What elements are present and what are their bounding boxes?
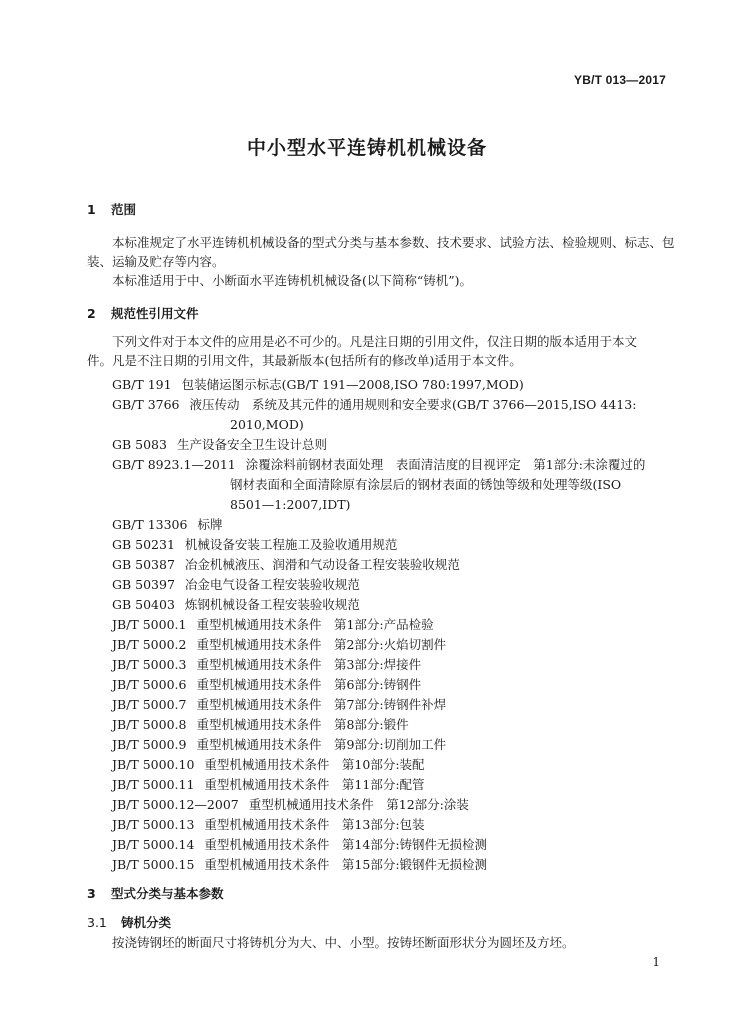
reference-title: 包装储运图示标志(GB/T 191—2008,ISO 780:1997,MOD) — [181, 377, 524, 392]
reference-code: JB/T 5000.10 — [112, 757, 195, 772]
section-2-heading — [87, 304, 199, 322]
reference-title: 重型机械通用技术条件 第8部分:锻件 — [196, 717, 409, 732]
reference-title: 液压传动 系统及其元件的通用规则和安全要求(GB/T 3766—2015,ISO 4413: — [189, 397, 637, 412]
paragraph-line: 本标准规定了水平连铸机机械设备的型式分类与基本参数、技术要求、试验方法、检验规则、标志、包 — [112, 235, 675, 250]
section-number: 1 — [87, 202, 96, 217]
reference-item — [112, 715, 672, 735]
section-3-heading — [87, 884, 224, 902]
reference-title-continuation: 钢材表面和全面清除原有涂层后的钢材表面的锈蚀等级和处理等级(ISO — [230, 477, 622, 492]
document-title: 中小型水平连铸机机械设备 — [246, 137, 487, 159]
section-1-paragraph-2 — [87, 271, 663, 290]
section-number: 3 — [87, 886, 96, 901]
reference-title: 重型机械通用技术条件 第10部分:装配 — [204, 757, 425, 772]
reference-code: GB/T 3766 — [112, 397, 180, 412]
reference-code: GB/T 191 — [112, 377, 172, 392]
paragraph-line: 装、运输及贮存等内容。 — [87, 254, 225, 269]
subsection-3-1-paragraph-1 — [87, 933, 663, 952]
reference-title: 重型机械通用技术条件 第2部分:火焰切割件 — [196, 637, 447, 652]
reference-code: JB/T 5000.14 — [112, 837, 195, 852]
reference-code: GB/T 8923.1—2011 — [112, 457, 236, 472]
reference-item — [112, 615, 672, 635]
reference-title: 标牌 — [197, 517, 223, 532]
reference-title: 重型机械通用技术条件 第9部分:切削加工件 — [196, 737, 447, 752]
subsection-3-1-heading — [87, 913, 171, 931]
reference-item — [112, 675, 672, 695]
reference-title: 重型机械通用技术条件 第3部分:焊接件 — [196, 657, 422, 672]
section-title: 型式分类与基本参数 — [111, 886, 224, 901]
reference-item — [112, 535, 672, 555]
standard-code: YB/T 013—2017 — [574, 73, 666, 87]
reference-title: 冶金电气设备工程安装验收规范 — [184, 577, 360, 592]
reference-code: JB/T 5000.6 — [112, 677, 187, 692]
reference-item — [112, 735, 672, 755]
reference-code: GB 50231 — [112, 537, 175, 552]
reference-code: GB 50403 — [112, 597, 175, 612]
section-number: 2 — [87, 306, 96, 321]
reference-item — [112, 395, 672, 435]
reference-code: GB 50397 — [112, 577, 175, 592]
reference-title: 重型机械通用技术条件 第13部分:包装 — [204, 817, 425, 832]
reference-item — [112, 775, 672, 795]
reference-title-continuation: 2010,MOD) — [230, 417, 304, 432]
reference-code: JB/T 5000.2 — [112, 637, 187, 652]
reference-item — [112, 695, 672, 715]
reference-title: 重型机械通用技术条件 第7部分:铸钢件补焊 — [196, 697, 447, 712]
reference-item — [112, 815, 672, 835]
paragraph-line: 下列文件对于本文件的应用是必不可少的。凡是注日期的引用文件，仅注日期的版本适用于本文 — [112, 334, 638, 349]
reference-item — [112, 755, 672, 775]
section-title: 规范性引用文件 — [111, 306, 199, 321]
reference-item — [112, 555, 672, 575]
reference-item — [112, 855, 672, 875]
reference-code: GB 5083 — [112, 437, 167, 452]
section-1-paragraph-1 — [87, 233, 675, 271]
subsection-title: 铸机分类 — [121, 915, 172, 930]
reference-title: 生产设备安全卫生设计总则 — [176, 437, 327, 452]
reference-item — [112, 575, 672, 595]
reference-title: 重型机械通用技术条件 第14部分:铸钢件无损检测 — [204, 837, 488, 852]
reference-code: GB 50387 — [112, 557, 175, 572]
reference-code: JB/T 5000.11 — [112, 777, 195, 792]
normative-references-list — [112, 375, 672, 875]
reference-item — [112, 655, 672, 675]
paragraph-line: 件。凡是不注日期的引用文件，其最新版本(包括所有的修改单)适用于本文件。 — [87, 353, 522, 368]
reference-title: 重型机械通用技术条件 第11部分:配管 — [204, 777, 425, 792]
reference-code: JB/T 5000.13 — [112, 817, 195, 832]
reference-code: GB/T 13306 — [112, 517, 188, 532]
reference-item — [112, 375, 672, 395]
reference-code: JB/T 5000.15 — [112, 857, 195, 872]
reference-item — [112, 455, 672, 515]
reference-title: 重型机械通用技术条件 第12部分:涂装 — [248, 797, 469, 812]
reference-code: JB/T 5000.8 — [112, 717, 187, 732]
reference-item — [112, 795, 672, 815]
reference-title: 冶金机械液压、润滑和气动设备工程安装验收规范 — [184, 557, 460, 572]
section-2-paragraph-1 — [87, 332, 663, 370]
reference-title: 涂覆涂料前钢材表面处理 表面清洁度的目视评定 第1部分:未涂覆过的 — [245, 457, 646, 472]
reference-item — [112, 835, 672, 855]
reference-code: JB/T 5000.3 — [112, 657, 187, 672]
reference-title: 重型机械通用技术条件 第1部分:产品检验 — [196, 617, 434, 632]
reference-title-continuation: 8501—1:2007,IDT) — [230, 497, 351, 512]
reference-item — [112, 595, 672, 615]
reference-item — [112, 635, 672, 655]
section-title: 范围 — [111, 202, 137, 217]
reference-code: JB/T 5000.7 — [112, 697, 187, 712]
reference-item — [112, 435, 672, 455]
reference-code: JB/T 5000.12—2007 — [112, 797, 239, 812]
reference-title: 重型机械通用技术条件 第6部分:铸钢件 — [196, 677, 422, 692]
reference-title: 机械设备安装工程施工及验收通用规范 — [184, 537, 398, 552]
reference-title: 重型机械通用技术条件 第15部分:锻钢件无损检测 — [204, 857, 488, 872]
paragraph-line: 本标准适用于中、小断面水平连铸机机械设备(以下简称“铸机”)。 — [112, 273, 473, 288]
reference-code: JB/T 5000.9 — [112, 737, 187, 752]
page-number: 1 — [652, 955, 660, 969]
reference-item — [112, 515, 672, 535]
subsection-number: 3.1 — [87, 915, 107, 930]
reference-title: 炼钢机械设备工程安装验收规范 — [184, 597, 360, 612]
reference-code: JB/T 5000.1 — [112, 617, 187, 632]
paragraph-line: 按浇铸钢坯的断面尺寸将铸机分为大、中、小型。按铸坯断面形状分为圆坯及方坯。 — [112, 935, 575, 950]
section-1-heading — [87, 200, 136, 218]
